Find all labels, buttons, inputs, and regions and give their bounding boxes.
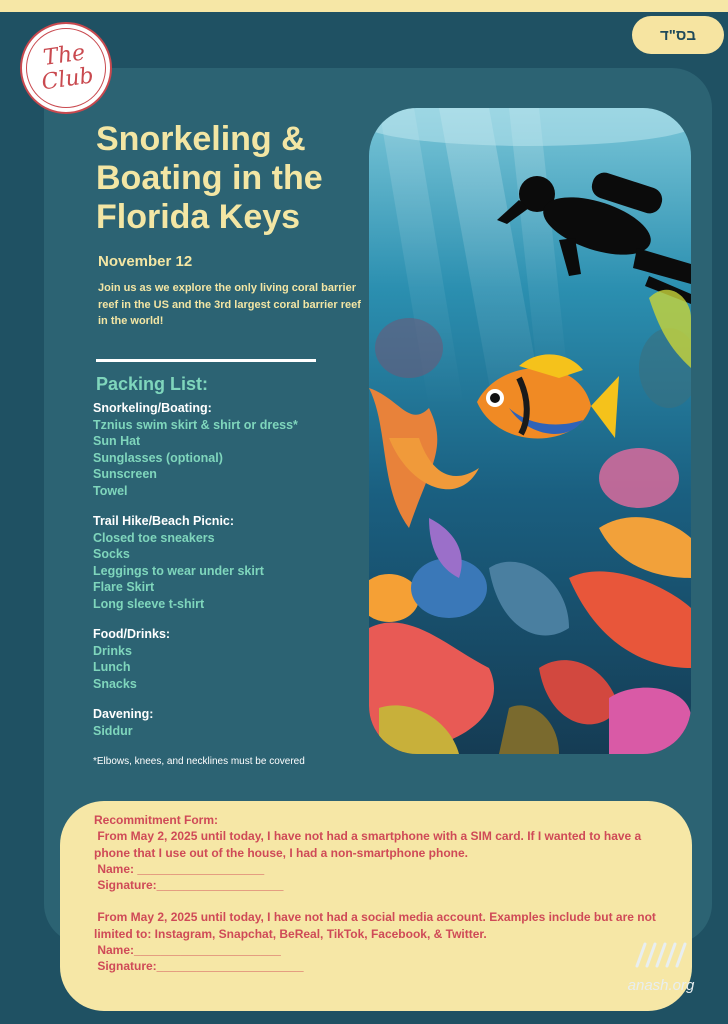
recommitment-form (60, 801, 692, 1011)
section-davening (93, 706, 363, 739)
packing-list (93, 400, 363, 753)
divider (96, 359, 316, 362)
dress-code-note: *Elbows, knees, and necklines must be covered (93, 756, 305, 767)
event-intro: Join us as we explore the only living coral barrier reef in the US and the 3rd largest coral barrier reef in the world! (98, 282, 361, 327)
anash-watermark (616, 936, 706, 994)
form-line: From May 2, 2025 until today, I have not had a social media account. Examples include but are not (94, 910, 656, 925)
list-item: Towel (93, 483, 128, 498)
watermark-text: anash.org (627, 977, 695, 994)
list-item: Snacks (93, 676, 137, 691)
event-date: November 12 (98, 253, 193, 270)
section-food (93, 626, 363, 692)
list-item: Drinks (93, 643, 132, 658)
list-item: Closed toe sneakers (93, 530, 215, 545)
list-item: Lunch (93, 660, 131, 674)
coral-reef-illustration (369, 108, 691, 754)
form-line: phone that I use out of the house, I had a non-smartphone phone. (94, 845, 468, 860)
name-field[interactable]: Name: ___________________ (94, 861, 265, 876)
list-item: Sunglasses (optional) (93, 450, 223, 465)
logo-line-2: Club (40, 63, 96, 96)
list-item: Leggings to wear under skirt (93, 563, 264, 578)
anash-logo-icon (631, 936, 691, 972)
top-border (0, 0, 728, 12)
section-hike (93, 513, 363, 612)
list-item: Socks (93, 547, 130, 561)
logo-line-1: The (41, 40, 87, 71)
section-snorkeling (93, 400, 363, 499)
packing-list-title: Packing List: (96, 374, 209, 394)
list-item: Tznius swim skirt & shirt or dress* (93, 417, 298, 432)
section-heading: Trail Hike/Beach Picnic: (93, 514, 235, 528)
signature-field[interactable]: Signature:______________________ (94, 959, 304, 974)
name-field[interactable]: Name:______________________ (94, 943, 281, 958)
form-line: limited to: Instagram, Snapchat, BeReal, TikTok, Facebook, & Twitter. (94, 926, 487, 941)
signature-field[interactable]: Signature:___________________ (94, 878, 284, 893)
section-heading: Davening: (93, 707, 154, 721)
reef-scene (369, 108, 691, 754)
list-item: Long sleeve t-shirt (93, 596, 205, 611)
form-line: From May 2, 2025 until today, I have not had a smartphone with a SIM card. If I wanted to have a (94, 829, 642, 844)
bsd-badge: בס"ד (632, 16, 724, 54)
list-item: Flare Skirt (93, 580, 155, 594)
list-item: Siddur (93, 723, 133, 738)
form-title: Recommitment Form: (94, 813, 219, 827)
list-item: Sun Hat (93, 434, 141, 448)
event-title: Snorkeling & Boating in the Florida Keys (96, 120, 323, 236)
list-item: Sunscreen (93, 467, 157, 481)
section-heading: Food/Drinks: (93, 627, 171, 641)
section-heading: Snorkeling/Boating: (93, 401, 212, 415)
club-logo (20, 22, 112, 114)
